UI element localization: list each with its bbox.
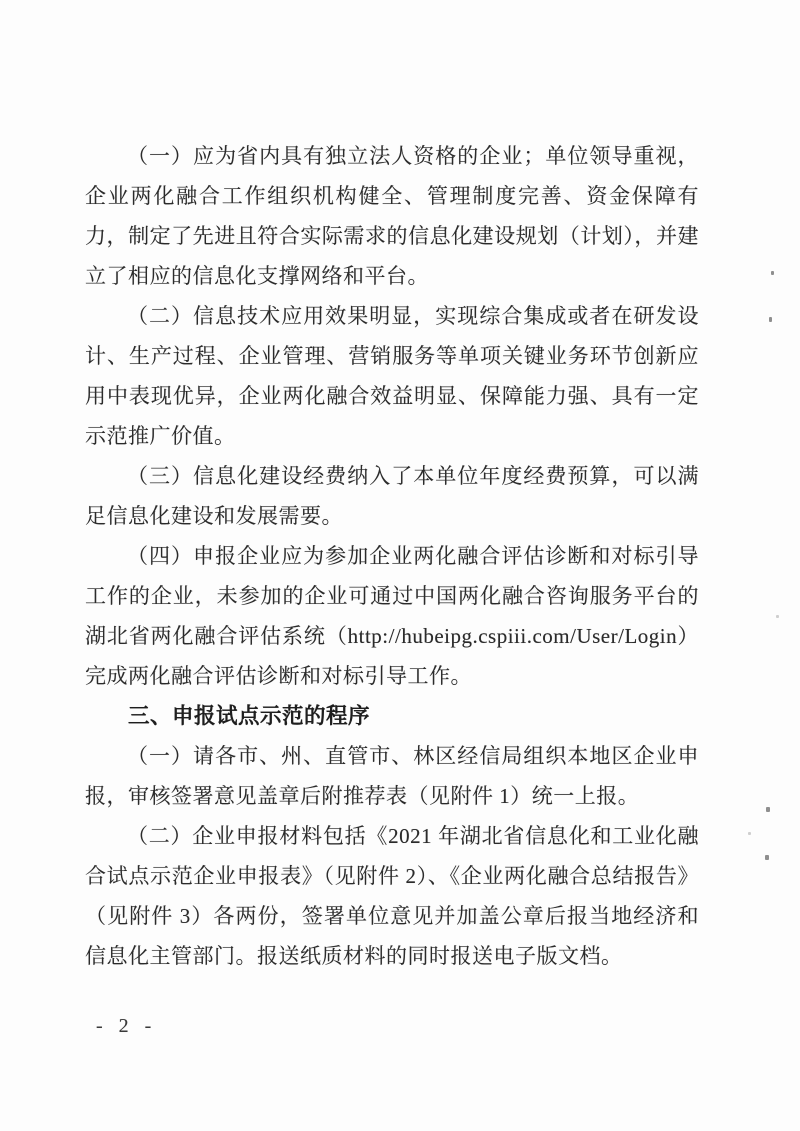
scan-speck	[748, 832, 751, 835]
paragraph-procedure-1: （一）请各市、州、直管市、林区经信局组织本地区企业申报，审核签署意见盖章后附推荐表（见附件 1）统一上报。	[85, 744, 699, 808]
scan-speck	[771, 271, 774, 275]
scan-speck	[766, 807, 770, 812]
scan-speck	[765, 855, 769, 860]
paragraph-criterion-1: （一）应为省内具有独立法人资格的企业；单位领导重视，企业两化融合工作组织机构健全、管理制度完善、资金保障有力，制定了先进且符合实际需求的信息化建设规划（计划），并建立了相应的信息化支撑网络和平台。	[85, 144, 699, 288]
scan-speck	[776, 615, 779, 618]
page-number: - 2 -	[96, 1015, 155, 1037]
paragraph-procedure-2: （二）企业申报材料包括《2021 年湖北省信息化和工业化融合试点示范企业申报表》（见附件 2）、《企业两化融合总结报告》（见附件 3）各两份，签署单位意见并加盖公章后报当地经济和信息化主管部门。报送纸质材料的同时报送电子版文档。	[85, 824, 699, 968]
paragraph-criterion-2: （二）信息技术应用效果明显，实现综合集成或者在研发设计、生产过程、企业管理、营销服务等单项关键业务环节创新应用中表现优异，企业两化融合效益明显、保障能力强、具有一定示范推广价值。	[85, 304, 699, 448]
paragraph-criterion-3: （三）信息化建设经费纳入了本单位年度经费预算，可以满足信息化建设和发展需要。	[85, 464, 699, 528]
scan-speck	[769, 317, 772, 322]
section-heading-procedures: 三、申报试点示范的程序	[128, 704, 371, 728]
document-body	[85, 136, 699, 976]
paragraph-criterion-4: （四）申报企业应为参加企业两化融合评估诊断和对标引导工作的企业，未参加的企业可通过中国两化融合咨询服务平台的湖北省两化融合评估系统（http://hubeipg.cspiii.com/User/Login）完成两化融合评估诊断和对标引导工作。	[85, 544, 699, 688]
